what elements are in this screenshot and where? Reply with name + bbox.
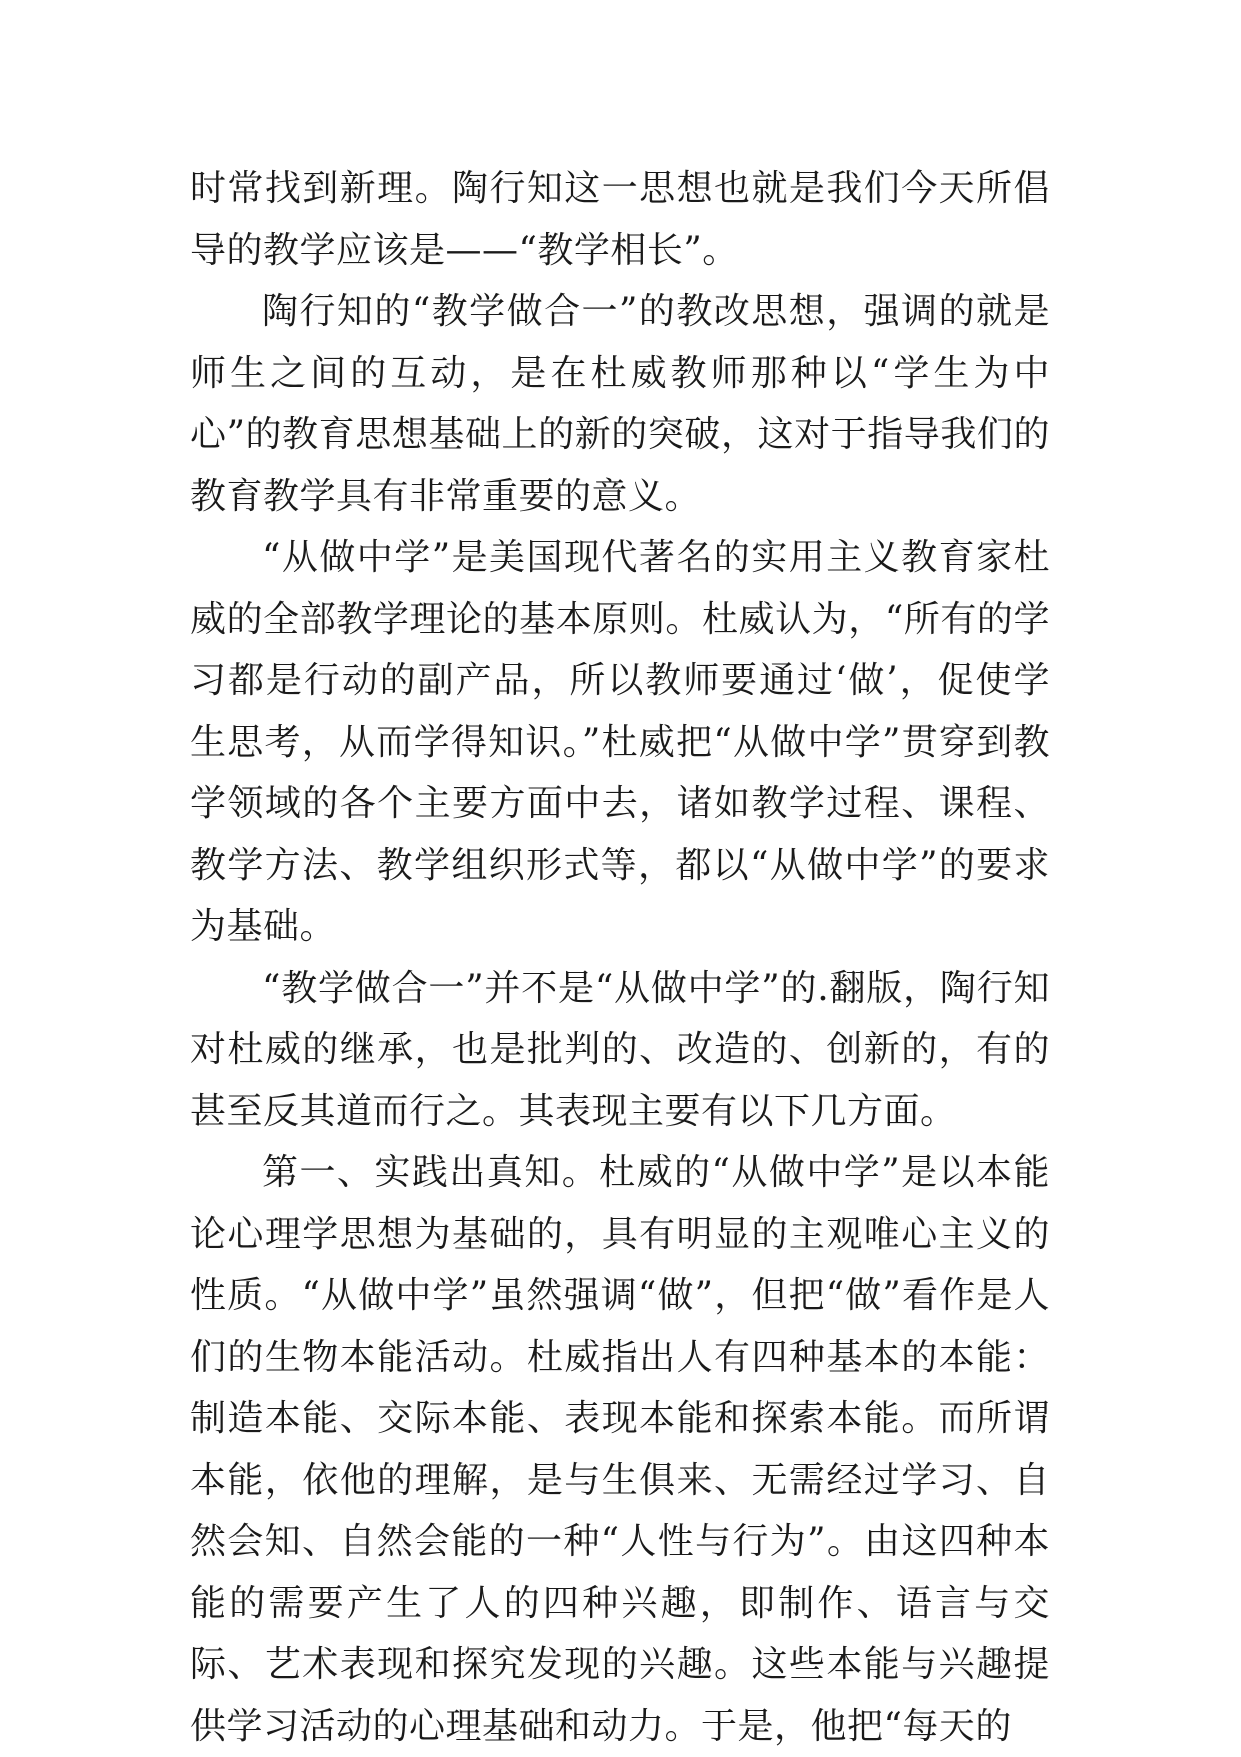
paragraph-not-a-copy: “教学做合一”并不是“从做中学”的.翻版，陶行知对杜威的继承，也是批判的、改造的、创新的，有的甚至反其道而行之。其表现主要有以下几方面。 bbox=[190, 967, 1050, 1132]
paragraph-learning-by-doing: “从做中学”是美国现代著名的实用主义教育家杜威的全部教学理论的基本原则。杜威认为，“所有的学习都是行动的副产品，所以教师要通过‘做’，促使学生思考，从而学得知识。”杜威把“从做中学”贯穿到教学领域的各个主要方面中去，诸如教学过程、课程、教学方法、教学组织形式等，都以“从做中学”的要求为基础。 bbox=[190, 537, 1050, 947]
paragraph-teaching-learning-doing: 陶行知的“教学做合一”的教改思想，强调的就是师生之间的互动，是在杜威教师那种以“学生为中心”的教育思想基础上的新的突破，这对于指导我们的教育教学具有非常重要的意义。 bbox=[190, 291, 1050, 517]
document-body bbox=[190, 158, 1050, 1757]
paragraph-first-point: 第一、实践出真知。杜威的“从做中学”是以本能论心理学思想为基础的，具有明显的主观唯心主义的性质。“从做中学”虽然强调“做”，但把“做”看作是人们的生物本能活动。杜威指出人有四种基本的本能：制造本能、交际本能、表现本能和探索本能。而所谓本能，依他的理解，是与生俱来、无需经过学习、自然会知、自然会能的一种“人性与行为”。由这四种本能的需要产生了人的四种兴趣，即制作、语言与交际、艺术表现和探究发现的兴趣。这些本能与兴趣提供学习活动的心理基础和动力。于是，他把“每天的 bbox=[190, 1152, 1050, 1747]
paragraph-continuation: 时常找到新理。陶行知这一思想也就是我们今天所倡导的教学应该是——“教学相长”。 bbox=[190, 168, 1050, 271]
